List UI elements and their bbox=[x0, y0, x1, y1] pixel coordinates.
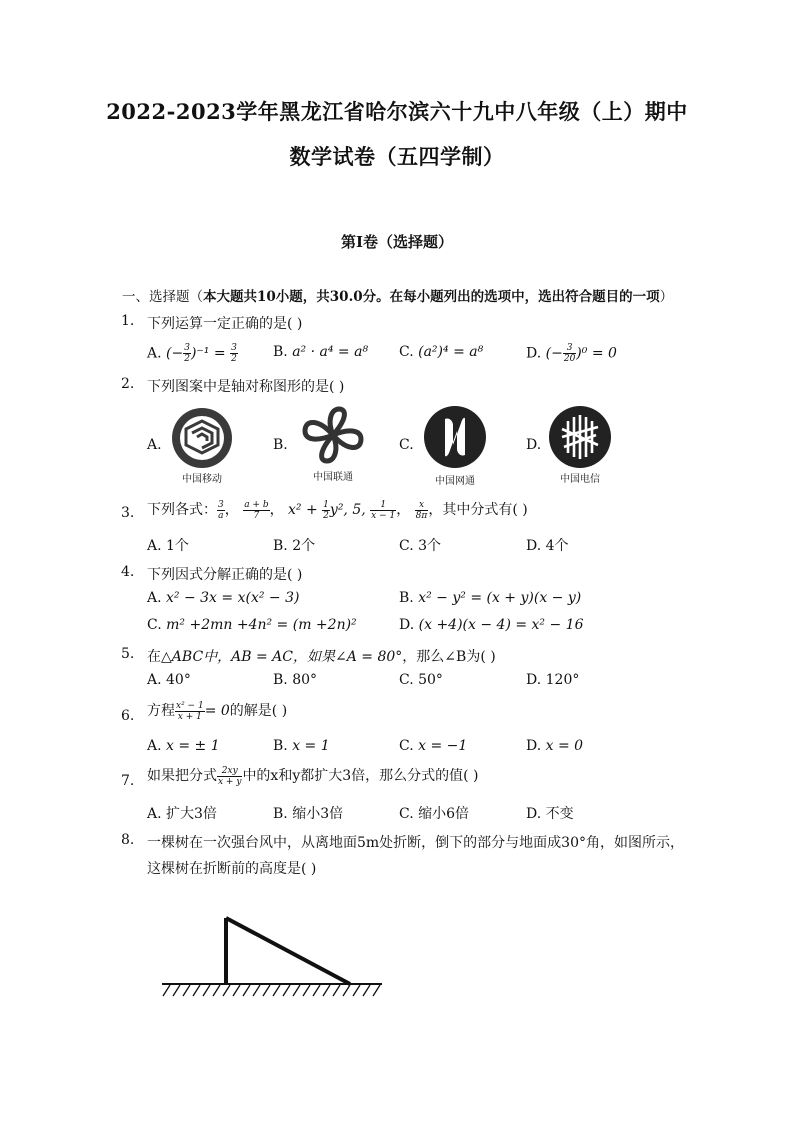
option-c: C. (a²)⁴ = a⁸ bbox=[399, 344, 484, 360]
section-heading: 一、选择题（本大题共10小题，共30.0分。在每小题列出的选项中，选出符合题目的一项） bbox=[122, 289, 674, 305]
china-telecom-logo-icon bbox=[548, 405, 612, 469]
option-b: B. a² · a⁴ = a⁸ bbox=[273, 344, 369, 360]
volume-heading: 第Ⅰ卷（选择题） bbox=[340, 233, 454, 251]
page-title: 2022-2023学年黑龙江省哈尔滨六十九中八年级（上）期中 bbox=[106, 99, 688, 124]
broken-tree-diagram bbox=[160, 910, 385, 1000]
china-netcom-logo-icon bbox=[423, 405, 487, 469]
option-d: D. (− $\frac{3}{20}$ )⁰ = 0 bbox=[526, 343, 617, 364]
page-subtitle: 数学试卷（五四学制） bbox=[289, 144, 505, 169]
china-unicom-logo-icon bbox=[297, 405, 369, 465]
china-mobile-logo-icon bbox=[171, 407, 233, 469]
option-a: A. (− $\frac{3}{2}$ )⁻¹ = $\frac{3}{2}$ bbox=[147, 343, 237, 364]
